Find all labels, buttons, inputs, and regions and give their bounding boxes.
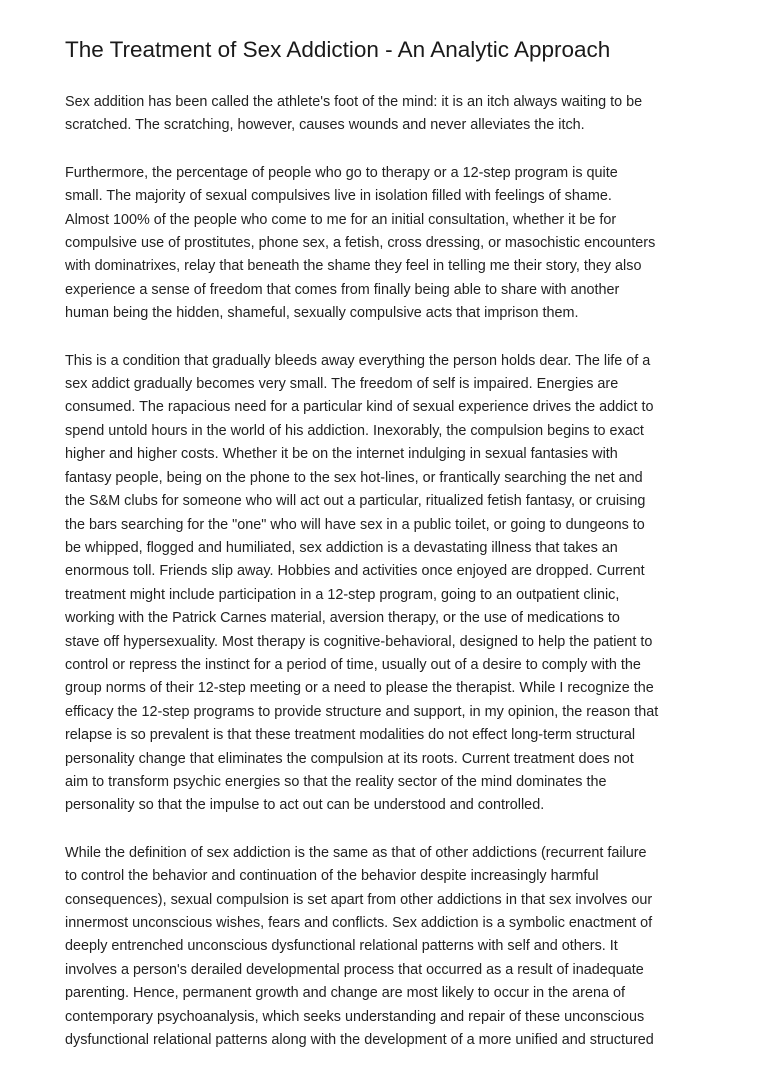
text-line: Sex addition has been called the athlete's foot of the mind: it is an itch always waiting to be [65, 94, 643, 110]
text-line: higher and higher costs. Whether it be on the internet indulging in sexual fantasies with [65, 446, 618, 463]
text-line: consequences), sexual compulsion is set apart from other addictions in that sex involves our [65, 891, 653, 908]
paragraph-3 [65, 350, 716, 818]
text-line: compulsive use of prostitutes, phone sex, a fetish, cross dressing, or masochistic encounters [65, 235, 656, 252]
text-line: sex addict gradually becomes very small. The freedom of self is impaired. Energies are [65, 376, 619, 393]
text-line: spend untold hours in the world of his addiction. Inexorably, the compulsion begins to exact [65, 422, 644, 439]
text-line: This is a condition that gradually bleeds away everything the person holds dear. The life of a [65, 352, 651, 369]
text-line: enormous toll. Friends slip away. Hobbies and activities once enjoyed are dropped. Current [65, 563, 645, 580]
text-line: relapse is so prevalent is that these treatment modalities do not effect long-term structural [65, 727, 636, 744]
text-line: control or repress the instinct for a period of time, usually out of a desire to comply with the [65, 656, 641, 673]
text-line: contemporary psychoanalysis, which seeks understanding and repair of these unconscious [65, 1008, 645, 1025]
text-line: human being the hidden, shameful, sexually compulsive acts that imprison them. [65, 305, 579, 322]
text-line: dysfunctional relational patterns along with the development of a more unified and structured [65, 1032, 654, 1049]
text-line: involves a person's derailed developmental process that occurred as a result of inadequate [65, 961, 644, 978]
text-line: treatment might include participation in a 12-step program, going to an outpatient clinic, [65, 586, 620, 603]
text-line: to control the behavior and continuation of the behavior despite increasingly harmful [65, 868, 599, 885]
text-line: working with the Patrick Carnes material, aversion therapy, or the use of medications to [65, 610, 620, 627]
text-line: with dominatrixes, relay that beneath the shame they feel in telling me their story, they also [65, 258, 642, 275]
text-line: aim to transform psychic energies so that the reality sector of the mind dominates the [65, 773, 607, 790]
document-title: The Treatment of Sex Addiction - An Analytic Approach [65, 37, 611, 62]
text-line: deeply entrenched unconscious dysfunctional relational patterns with self and others. It [65, 938, 618, 955]
text-line: fantasy people, being on the phone to the sex hot-lines, or frantically searching the net and [65, 469, 643, 486]
document-body [65, 91, 716, 1052]
text-line: the bars searching for the "one" who will have sex in a public toilet, or going to dungeons to [65, 516, 645, 533]
paragraph-4 [65, 842, 716, 1053]
text-line: personality so that the impulse to act out can be understood and controlled. [65, 797, 545, 814]
text-line: scratched. The scratching, however, causes wounds and never alleviates the itch. [65, 117, 585, 134]
text-line: the S&M clubs for someone who will act out a particular, ritualized fetish fantasy, or cruising [65, 493, 646, 510]
text-line: be whipped, flogged and humiliated, sex addiction is a devastating illness that takes an [65, 539, 618, 556]
text-line: Almost 100% of the people who come to me for an initial consultation, whether it be for [65, 211, 617, 228]
text-line: consumed. The rapacious need for a particular kind of sexual experience drives the addict to [65, 399, 654, 416]
text-line: While the definition of sex addiction is the same as that of other addictions (recurrent failure [65, 844, 647, 861]
text-line: experience a sense of freedom that comes from finally being able to share with another [65, 281, 620, 298]
text-line: personality change that eliminates the compulsion at its roots. Current treatment does not [65, 750, 634, 767]
text-line: small. The majority of sexual compulsives live in isolation filled with feelings of shame. [65, 188, 612, 205]
paragraph-2 [65, 162, 716, 326]
paragraph-1 [65, 91, 716, 138]
text-line: innermost unconscious wishes, fears and conflicts. Sex addiction is a symbolic enactment of [65, 915, 653, 931]
text-line: parenting. Hence, permanent growth and change are most likely to occur in the arena of [65, 985, 625, 1002]
text-line: stave off hypersexuality. Most therapy is cognitive-behavioral, designed to help the patient to [65, 633, 653, 650]
text-line: group norms of their 12-step meeting or a need to please the therapist. While I recognize the [65, 680, 654, 697]
text-line: Furthermore, the percentage of people who go to therapy or a 12-step program is quite [65, 164, 618, 181]
text-line: efficacy the 12-step programs to provide structure and support, in my opinion, the reason that [65, 703, 659, 720]
